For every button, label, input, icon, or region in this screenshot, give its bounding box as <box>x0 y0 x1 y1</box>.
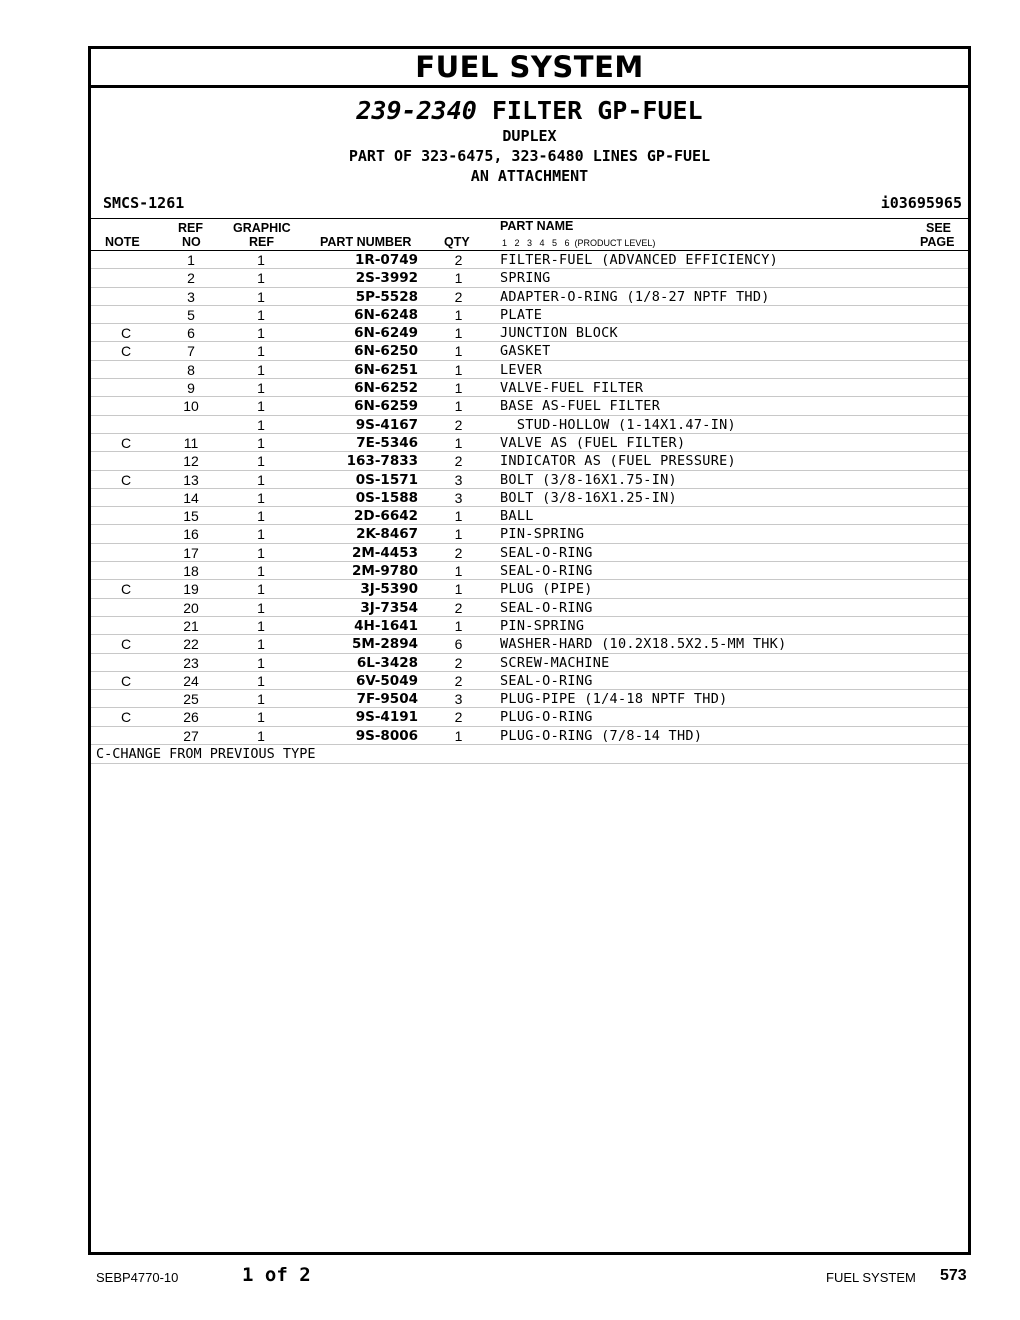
table-row <box>91 727 968 745</box>
row-graphic-ref: 1 <box>257 508 265 525</box>
row-graphic-ref: 1 <box>257 270 265 287</box>
table-row <box>91 544 968 562</box>
row-part-name: PLUG-O-RING (7/8-14 THD) <box>500 727 703 744</box>
group-number: 239-2340 <box>356 96 477 125</box>
row-note: C <box>120 325 132 342</box>
table-row <box>91 617 968 635</box>
table-row <box>91 525 968 543</box>
row-qty: 1 <box>454 380 463 397</box>
parts-table <box>91 251 968 745</box>
row-graphic-ref: 1 <box>257 416 265 433</box>
table-row <box>91 342 968 360</box>
row-part-name: VALVE-FUEL FILTER <box>500 380 644 397</box>
col-see-1: SEE <box>926 221 952 235</box>
row-part-name: BOLT (3/8-16X1.25-IN) <box>500 489 677 506</box>
col-graphic-2: REF <box>249 235 274 249</box>
row-part-number: 2S-3992 <box>355 270 418 287</box>
table-row <box>91 672 968 690</box>
row-part-number: 9S-8006 <box>355 727 418 744</box>
row-ref-no: 16 <box>183 526 199 543</box>
row-graphic-ref: 1 <box>257 581 265 598</box>
table-row <box>91 361 968 379</box>
row-qty: 1 <box>454 727 463 744</box>
row-part-number: 9S-4167 <box>355 416 418 433</box>
row-part-number: 3J-7354 <box>360 599 418 616</box>
row-part-name: SEAL-O-RING <box>500 599 593 616</box>
row-graphic-ref: 1 <box>257 544 265 561</box>
row-ref-no: 20 <box>183 599 199 616</box>
row-qty: 1 <box>454 434 463 451</box>
row-part-name: PIN-SPRING <box>500 526 585 543</box>
row-ref-no: 6 <box>187 325 195 342</box>
row-part-number: 6N-6248 <box>354 306 418 323</box>
row-part-number: 2K-8467 <box>356 526 418 543</box>
row-graphic-ref: 1 <box>257 343 265 360</box>
row-ref-no: 23 <box>183 654 199 671</box>
page-of: 1 of 2 <box>242 1264 311 1286</box>
row-part-number: 3J-5390 <box>360 581 418 598</box>
row-qty: 1 <box>454 581 463 598</box>
col-graphic-1: GRAPHIC <box>233 221 291 235</box>
row-part-name: SEAL-O-RING <box>500 672 593 689</box>
table-row <box>91 306 968 324</box>
row-qty: 1 <box>454 526 463 543</box>
page-footer <box>0 1262 1020 1292</box>
row-ref-no: 25 <box>183 691 199 708</box>
row-part-number: 2M-4453 <box>351 544 418 561</box>
table-row <box>91 379 968 397</box>
row-part-number: 1R-0749 <box>355 252 418 268</box>
group-name: FILTER GP-FUEL <box>491 96 703 125</box>
row-note: C <box>120 343 132 360</box>
row-part-name: JUNCTION BLOCK <box>500 325 618 342</box>
row-note: C <box>120 581 132 598</box>
subtitle-part-of: PART OF 323-6475, 323-6480 LINES GP-FUEL <box>348 147 711 165</box>
row-part-number: 6N-6251 <box>354 361 418 378</box>
row-qty: 2 <box>454 599 463 616</box>
row-qty: 3 <box>454 489 463 506</box>
table-row <box>91 599 968 617</box>
row-qty: 2 <box>454 453 463 470</box>
row-graphic-ref: 1 <box>257 288 265 305</box>
row-graphic-ref: 1 <box>257 471 265 488</box>
row-part-name: VALVE AS (FUEL FILTER) <box>500 434 686 451</box>
row-part-number: 6V-5049 <box>355 672 418 689</box>
row-part-number: 6L-3428 <box>356 654 418 671</box>
table-row <box>91 452 968 470</box>
row-part-name: ADAPTER-O-RING (1/8-27 NPTF THD) <box>500 288 770 305</box>
row-ref-no: 8 <box>187 361 195 378</box>
row-part-number: 163-7833 <box>346 453 418 470</box>
row-graphic-ref: 1 <box>257 252 265 268</box>
row-part-number: 4H-1641 <box>354 617 418 634</box>
title-block <box>91 88 968 186</box>
row-ref-no: 2 <box>187 270 195 287</box>
row-ref-no: 19 <box>183 581 199 598</box>
col-product-levels: 1 2 3 4 5 6 (PRODUCT LEVEL) <box>502 238 656 248</box>
row-ref-no: 9 <box>187 380 195 397</box>
row-part-name: BOLT (3/8-16X1.75-IN) <box>500 471 677 488</box>
row-graphic-ref: 1 <box>257 325 265 342</box>
col-part-name: PART NAME <box>500 219 574 233</box>
row-note: C <box>120 434 132 451</box>
table-row <box>91 635 968 653</box>
row-ref-no: 22 <box>183 636 199 653</box>
row-graphic-ref: 1 <box>257 654 265 671</box>
table-row <box>91 416 968 434</box>
table-row <box>91 489 968 507</box>
row-graphic-ref: 1 <box>257 398 265 415</box>
table-row <box>91 288 968 306</box>
row-part-number: 7F-9504 <box>356 691 418 708</box>
row-qty: 2 <box>454 252 463 268</box>
table-row <box>91 251 968 269</box>
row-part-number: 0S-1571 <box>355 471 418 488</box>
row-graphic-ref: 1 <box>257 563 265 580</box>
row-ref-no: 21 <box>183 617 199 634</box>
footer-section: FUEL SYSTEM <box>826 1270 916 1285</box>
row-ref-no: 17 <box>183 544 199 561</box>
row-note: C <box>120 471 132 488</box>
row-part-name: SCREW-MACHINE <box>500 654 610 671</box>
row-part-number: 5P-5528 <box>355 288 418 305</box>
row-ref-no: 13 <box>183 471 199 488</box>
row-qty: 1 <box>454 361 463 378</box>
row-graphic-ref: 1 <box>257 672 265 689</box>
column-headers <box>91 219 968 251</box>
table-row <box>91 580 968 598</box>
row-part-number: 5M-2894 <box>351 636 418 653</box>
table-row <box>91 708 968 726</box>
row-ref-no: 1 <box>187 252 195 268</box>
row-qty: 2 <box>454 544 463 561</box>
table-row <box>91 562 968 580</box>
note-line <box>91 745 968 764</box>
row-part-name: GASKET <box>500 343 551 360</box>
row-part-name: PLUG (PIPE) <box>500 581 593 598</box>
row-graphic-ref: 1 <box>257 453 265 470</box>
section-title: FUEL SYSTEM <box>91 49 968 88</box>
table-row <box>91 269 968 287</box>
row-qty: 2 <box>454 672 463 689</box>
row-qty: 1 <box>454 398 463 415</box>
ident-code: i03695965 <box>880 194 962 212</box>
row-graphic-ref: 1 <box>257 306 265 323</box>
row-ref-no: 3 <box>187 288 195 305</box>
row-qty: 3 <box>454 691 463 708</box>
row-graphic-ref: 1 <box>257 727 265 744</box>
row-part-number: 6N-6259 <box>354 398 418 415</box>
row-part-name: WASHER-HARD (10.2X18.5X2.5-MM THK) <box>500 636 787 653</box>
row-graphic-ref: 1 <box>257 380 265 397</box>
col-qty: QTY <box>444 235 470 249</box>
row-part-number: 2D-6642 <box>353 508 418 525</box>
row-note: C <box>120 709 132 726</box>
row-ref-no: 26 <box>183 709 199 726</box>
row-part-name: BALL <box>500 508 534 525</box>
table-row <box>91 434 968 452</box>
table-row <box>91 507 968 525</box>
row-graphic-ref: 1 <box>257 617 265 634</box>
row-qty: 2 <box>454 709 463 726</box>
row-graphic-ref: 1 <box>257 636 265 653</box>
row-part-name: INDICATOR AS (FUEL PRESSURE) <box>500 453 736 470</box>
row-part-number: 2M-9780 <box>351 563 418 580</box>
row-graphic-ref: 1 <box>257 599 265 616</box>
row-part-number: 0S-1588 <box>355 489 418 506</box>
row-qty: 2 <box>454 288 463 305</box>
row-qty: 1 <box>454 325 463 342</box>
row-qty: 6 <box>454 636 463 653</box>
col-part-number: PART NUMBER <box>320 235 412 249</box>
row-ref-no: 14 <box>183 489 199 506</box>
smcs-code: SMCS-1261 <box>103 194 185 212</box>
row-ref-no: 7 <box>187 343 195 360</box>
col-ref-2: NO <box>182 235 201 249</box>
row-part-number: 7E-5346 <box>356 434 418 451</box>
row-graphic-ref: 1 <box>257 361 265 378</box>
row-qty: 3 <box>454 471 463 488</box>
table-row <box>91 324 968 342</box>
subtitle-attachment: AN ATTACHMENT <box>470 167 589 185</box>
row-part-name: FILTER-FUEL (ADVANCED EFFICIENCY) <box>500 252 779 268</box>
row-part-name: STUD-HOLLOW (1-14X1.47-IN) <box>500 416 736 433</box>
row-part-name: PLUG-O-RING <box>500 709 593 726</box>
row-part-name: PLATE <box>500 306 543 323</box>
row-ref-no: 18 <box>183 563 199 580</box>
row-part-number: 6N-6249 <box>354 325 418 342</box>
row-qty: 1 <box>454 563 463 580</box>
row-qty: 1 <box>454 306 463 323</box>
row-qty: 1 <box>454 343 463 360</box>
row-ref-no: 12 <box>183 453 199 470</box>
col-ref-1: REF <box>178 221 203 235</box>
row-ref-no: 10 <box>183 398 199 415</box>
smcs-row <box>91 192 968 219</box>
table-row <box>91 690 968 708</box>
row-qty: 2 <box>454 416 463 433</box>
row-part-number: 6N-6250 <box>354 343 418 360</box>
subtitle-duplex: DUPLEX <box>502 127 557 145</box>
row-note: C <box>120 672 132 689</box>
row-qty: 1 <box>454 508 463 525</box>
row-part-name: BASE AS-FUEL FILTER <box>500 398 661 415</box>
row-graphic-ref: 1 <box>257 691 265 708</box>
row-note: C <box>120 636 132 653</box>
row-part-name: SEAL-O-RING <box>500 563 593 580</box>
row-part-name: SEAL-O-RING <box>500 544 593 561</box>
row-graphic-ref: 1 <box>257 526 265 543</box>
table-row <box>91 397 968 415</box>
row-ref-no: 27 <box>183 727 199 744</box>
row-part-name: LEVER <box>500 361 543 378</box>
row-part-name: SPRING <box>500 270 551 287</box>
row-part-number: 9S-4191 <box>355 709 418 726</box>
row-qty: 2 <box>454 654 463 671</box>
row-qty: 1 <box>454 270 463 287</box>
row-qty: 1 <box>454 617 463 634</box>
row-part-number: 6N-6252 <box>354 380 418 397</box>
row-graphic-ref: 1 <box>257 434 265 451</box>
row-part-name: PIN-SPRING <box>500 617 585 634</box>
row-graphic-ref: 1 <box>257 489 265 506</box>
note-text: C-CHANGE FROM PREVIOUS TYPE <box>96 746 316 763</box>
col-note: NOTE <box>105 235 140 249</box>
row-ref-no: 15 <box>183 508 199 525</box>
table-row <box>91 471 968 489</box>
col-see-2: PAGE <box>920 235 955 249</box>
row-part-name: PLUG-PIPE (1/4-18 NPTF THD) <box>500 691 728 708</box>
page-number: 573 <box>940 1267 967 1284</box>
row-ref-no: 24 <box>183 672 199 689</box>
row-graphic-ref: 1 <box>257 709 265 726</box>
page-frame <box>88 46 971 1255</box>
row-ref-no: 5 <box>187 306 195 323</box>
doc-number: SEBP4770-10 <box>96 1270 179 1285</box>
table-row <box>91 654 968 672</box>
row-ref-no: 11 <box>183 434 199 451</box>
group-title <box>91 96 968 126</box>
